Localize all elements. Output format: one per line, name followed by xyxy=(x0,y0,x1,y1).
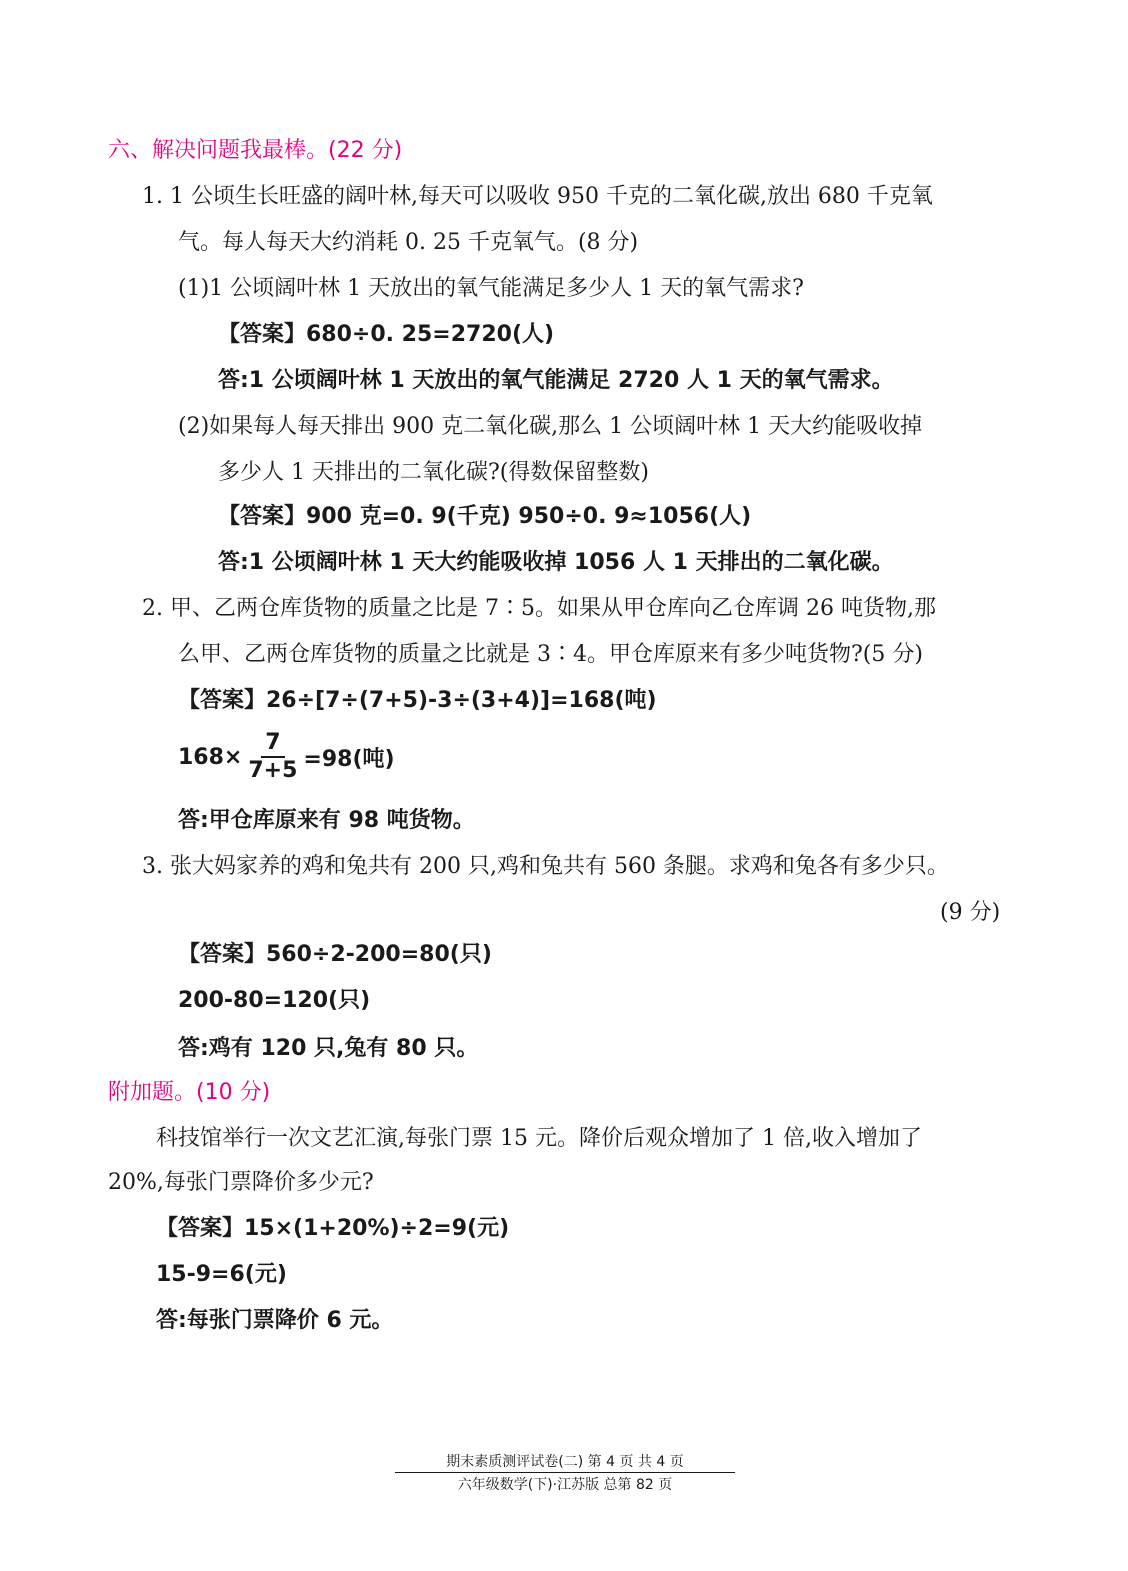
bonus-text-line1: 科技馆举行一次文艺汇演,每张门票 15 元。降价后观众增加了 1 倍,收入增加了 xyxy=(156,1126,922,1151)
q1-sub1-answer: 【答案】680÷0. 25=2720(人) xyxy=(218,322,555,347)
footer-divider xyxy=(395,1472,735,1473)
q2-reply: 答:甲仓库原来有 98 吨货物。 xyxy=(178,808,475,833)
footer-line1: 期末素质测评试卷(二) 第 4 页 共 4 页 xyxy=(446,1454,684,1470)
bonus-text-line2: 20%,每张门票降价多少元? xyxy=(108,1170,374,1195)
q1-text-line2: 气。每人每天大约消耗 0. 25 千克氧气。(8 分) xyxy=(178,230,639,255)
q1-text-line1: 1. 1 公顷生长旺盛的阔叶林,每天可以吸收 950 千克的二氧化碳,放出 680 千克氧 xyxy=(142,184,933,209)
q2-calc-suffix: =98(吨) xyxy=(303,746,395,772)
q1-sub2-question-line2: 多少人 1 天排出的二氧化碳?(得数保留整数) xyxy=(218,460,649,485)
q1-sub2-question-line1: (2)如果每人每天排出 900 克二氧化碳,那么 1 公顷阔叶林 1 天大约能吸收掉 xyxy=(178,414,923,439)
q3-reply: 答:鸡有 120 只,兔有 80 只。 xyxy=(178,1036,479,1061)
bonus-reply: 答:每张门票降价 6 元。 xyxy=(156,1308,394,1333)
q1-sub1-question: (1)1 公顷阔叶林 1 天放出的氧气能满足多少人 1 天的氧气需求? xyxy=(178,276,804,301)
q2-text-line2: 么甲、乙两仓库货物的质量之比就是 3∶4。甲仓库原来有多少吨货物?(5 分) xyxy=(178,642,923,667)
q2-text-line1: 2. 甲、乙两仓库货物的质量之比是 7∶5。如果从甲仓库向乙仓库调 26 吨货物,那 xyxy=(142,596,936,621)
footer-line2: 六年级数学(下)·江苏版 总第 82 页 xyxy=(457,1477,673,1493)
q3-text-line1: 3. 张大妈家养的鸡和兔共有 200 只,鸡和兔共有 560 条腿。求鸡和兔各有多少只。 xyxy=(142,854,949,879)
q2-fraction xyxy=(244,730,301,784)
q1-sub1-reply: 答:1 公顷阔叶林 1 天放出的氧气能满足 2720 人 1 天的氧气需求。 xyxy=(218,368,894,393)
bonus-calc: 15-9=6(元) xyxy=(156,1262,287,1287)
q1-sub2-answer: 【答案】900 克=0. 9(千克) 950÷0. 9≈1056(人) xyxy=(218,504,752,529)
q2-fraction-numerator: 7 xyxy=(261,730,284,758)
bonus-answer: 【答案】15×(1+20%)÷2=9(元) xyxy=(156,1216,510,1241)
q2-fraction-denominator: 7+5 xyxy=(248,758,298,783)
q2-answer: 【答案】26÷[7÷(7+5)-3÷(3+4)]=168(吨) xyxy=(178,688,657,713)
section-heading: 六、解决问题我最棒。(22 分) xyxy=(108,138,403,163)
q3-score: (9 分) xyxy=(940,900,1001,925)
q2-calc-prefix: 168× xyxy=(178,744,243,770)
bonus-heading: 附加题。(10 分) xyxy=(108,1080,271,1105)
q3-answer: 【答案】560÷2-200=80(只) xyxy=(178,942,492,967)
q3-calc: 200-80=120(只) xyxy=(178,988,371,1013)
q2-fraction-calc xyxy=(178,730,395,784)
q1-sub2-reply: 答:1 公顷阔叶林 1 天大约能吸收掉 1056 人 1 天排出的二氧化碳。 xyxy=(218,550,894,575)
